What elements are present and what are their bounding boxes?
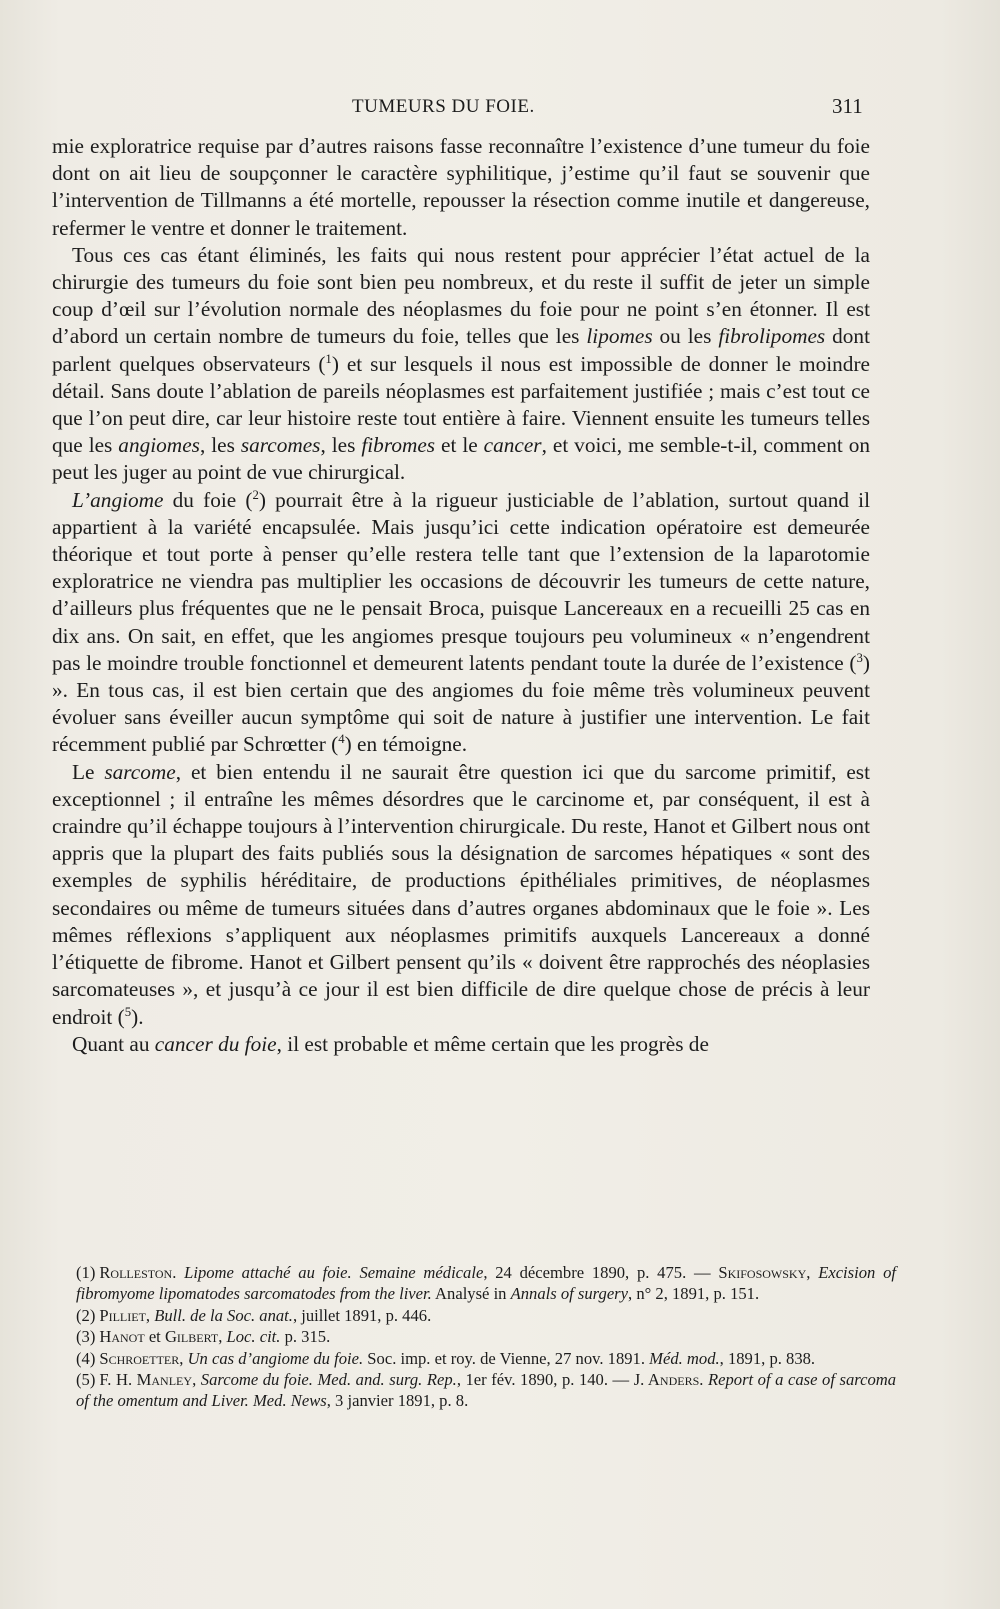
page-number: 311 xyxy=(832,94,863,118)
author-name: Schroetter xyxy=(99,1348,180,1368)
paragraph xyxy=(52,487,870,759)
footnote-ref: 5 xyxy=(124,1004,132,1019)
italic-text: Excision of fibromyome lipomatodes sarcomatodes from the liver. xyxy=(76,1263,897,1304)
italic-text: cancer du foie xyxy=(154,1031,277,1056)
footnote-number: (2) xyxy=(76,1305,96,1325)
text-run: Soc. imp. et roy. de Vienne, 27 nov. 1891. xyxy=(363,1348,650,1368)
text-run: ) et sur lesquels il nous est impossible de donner le moindre détail. Sans doute l’ablation de pareils néoplasmes est parfaitement justifiée ; mais c’est tout ce que l’on peut dire, car leur histoire reste tout entière à faire. Viennent ensuite les tumeurs telles que les xyxy=(52,351,871,458)
italic-text: sarcome xyxy=(104,759,176,784)
italic-text: Un cas d’angiome du foie. xyxy=(187,1348,364,1368)
italic-text: Bull. de la Soc. anat. xyxy=(154,1305,293,1325)
paragraph xyxy=(52,759,870,1031)
text-run: , 1er fév. 1890, p. 140. — xyxy=(456,1370,634,1390)
text-run: ou les xyxy=(652,324,719,349)
text-run: dont parlent quelques observateurs ( xyxy=(52,324,870,376)
footnotes xyxy=(76,1262,896,1412)
text-run: , il est probable et même certain que les progrès de xyxy=(276,1031,709,1056)
author-name: Gilbert xyxy=(164,1327,219,1347)
italic-text: Annals of surgery xyxy=(510,1284,629,1304)
text-run: Tous ces cas étant éliminés, les faits qui nous restent pour apprécier l’état actuel de la chirurgie des tumeurs du foie sont bien peu nombreux, et du reste il suffit de jeter un simple coup d’œil sur l’évolution normale des néoplasmes du foie pour ne point s’en étonner. Il est d’abord un certain nombre de tumeurs du foie, telles que les xyxy=(52,242,870,349)
text-run: et le xyxy=(435,433,484,458)
footnote-ref: 4 xyxy=(338,732,345,747)
text-run: , xyxy=(806,1263,819,1282)
text-run: , et voici, me semble-t-il, comment on peut les juger au point de vue chirurgical. xyxy=(52,433,870,485)
running-title: TUMEURS DU FOIE. xyxy=(352,96,535,117)
text-run: Le xyxy=(72,759,105,784)
text-run: , 1891, p. 838. xyxy=(719,1348,816,1368)
text-run: Quant au xyxy=(72,1031,155,1056)
footnote-number: (1) xyxy=(76,1263,96,1282)
footnote xyxy=(76,1369,896,1412)
footnote-number: (5) xyxy=(76,1370,96,1390)
italic-text: angiomes xyxy=(118,433,200,458)
text-run: , 24 décembre 1890, p. 475. — xyxy=(483,1263,719,1282)
author-name: Skifosowsky xyxy=(718,1263,807,1282)
italic-text: fibrolipomes xyxy=(718,324,826,349)
text-run: ) ». En tous cas, il est bien certain que des angiomes du foie même très volumineux peuvent évoluer sans éveiller aucun symptôme qui soit de nature à justifier une intervention. Le fait récemment publié par Schrœtter ( xyxy=(52,650,870,757)
text-run: , les xyxy=(320,433,362,458)
paragraph xyxy=(52,242,870,487)
page-header xyxy=(0,96,1000,126)
text-run: , n° 2, 1891, p. 151. xyxy=(628,1284,760,1304)
footnote-number: (4) xyxy=(76,1348,96,1368)
italic-text: sarcomes xyxy=(240,433,321,458)
text-run: , 3 janvier 1891, p. 8. xyxy=(326,1391,469,1411)
author-name: Hanot xyxy=(99,1327,145,1347)
text-run: du foie ( xyxy=(163,487,253,512)
footnote-ref: 1 xyxy=(325,351,332,366)
paragraph xyxy=(52,133,870,242)
text-run: ) en témoigne. xyxy=(344,732,468,757)
footnote xyxy=(76,1305,896,1326)
author-name: Rolleston xyxy=(99,1263,173,1282)
text-run: , et bien entendu il ne saurait être question ici que du sarcome primitif, est exceptionnel ; il entraîne les mêmes désordres que le carcinome et, par conséquent, il est à craindre qu’il échappe toujours à l’intervention chirurgicale. Du reste, Hanot et Gilbert nous ont appris que la plupart des faits publiés sous la désignation de sarcomes hépatiques « sont des exemples de syphilis héréditaire, de productions épithéliales primitives, de néoplasmes secondaires ou même de tumeurs situées dans d’autres organes abdominaux que le foie ». Les mêmes réflexions s’appliquent aux néoplasmes primitifs auxquels Lancereaux a donné l’étiquette de fibrome. Hanot et Gilbert pensent qu’ils « doivent être rapprochés des néoplasies sarcomateuses », et jusqu’à ce jour il est bien difficile de dire quelque chose de précis à leur endroit ( xyxy=(52,759,870,1029)
text-run: mie exploratrice requise par d’autres raisons fasse reconnaître l’existence d’une tumeur du foie dont on ait lieu de soupçonner le caractère syphilitique, j’estime qu’il faut se souvenir que l’intervention de Tillmanns a été mortelle, repousser la résection comme inutile et dangereuse, refermer le ventre et donner le traitement. xyxy=(52,134,870,240)
italic-text: Sarcome du foie. Med. and. surg. Rep. xyxy=(200,1370,457,1390)
text-run: ). xyxy=(131,1004,144,1029)
footnote-number: (3) xyxy=(76,1327,96,1347)
text-run: ) pourrait être à la rigueur justiciable de l’ablation, surtout quand il appartient à la variété encapsulée. Mais jusqu’ici cette indication opératoire est demeurée théorique et tout porte à penser qu’elle restera telle tant que l’extension de la laparotomie exploratrice ne viendra pas multiplier les occasions de découvrir les tumeurs de cette nature, d’ailleurs plus fréquentes que ne le pensait Broca, puisque Lancereaux en a recueilli 25 cas en dix ans. On sait, en effet, que les angiomes presque toujours peu volumineux « n’engendrent pas le moindre trouble fonctionnel et demeurent latents pendant toute la durée de l’existence ( xyxy=(52,487,870,675)
text-run: et xyxy=(144,1327,165,1347)
author-name: Pilliet xyxy=(99,1305,146,1325)
text-run: . xyxy=(699,1370,708,1390)
italic-text: Loc. cit. xyxy=(226,1327,281,1347)
footnote xyxy=(76,1262,896,1305)
author-name: J. Anders xyxy=(633,1370,700,1390)
footnote xyxy=(76,1326,896,1347)
italic-text: lipomes xyxy=(586,324,653,349)
text-run: , xyxy=(192,1370,201,1390)
text-run: , xyxy=(179,1348,188,1368)
text-run: p. 315. xyxy=(280,1327,331,1347)
author-name: F. H. Manley xyxy=(99,1370,193,1390)
italic-text: Lipome attaché au foie. Semaine médicale xyxy=(184,1263,484,1282)
footnote-ref: 3 xyxy=(856,650,863,665)
body-text xyxy=(52,133,870,1058)
italic-text: cancer xyxy=(483,433,542,458)
text-run: , les xyxy=(199,433,241,458)
footnote xyxy=(76,1348,896,1369)
italic-text: Report of a case of sarcoma of the omentum and Liver. Med. News xyxy=(76,1370,897,1411)
text-run: . xyxy=(172,1263,185,1282)
text-run: , juillet 1891, p. 446. xyxy=(292,1305,432,1325)
italic-text: Méd. mod. xyxy=(649,1348,720,1368)
text-run: Analysé in xyxy=(431,1284,511,1304)
footnote-ref: 2 xyxy=(252,487,259,502)
paragraph xyxy=(52,1031,870,1058)
italic-text: fibromes xyxy=(361,433,436,458)
text-run: , xyxy=(145,1305,155,1325)
italic-text: L’angiome xyxy=(72,487,164,512)
text-run: , xyxy=(218,1327,227,1347)
